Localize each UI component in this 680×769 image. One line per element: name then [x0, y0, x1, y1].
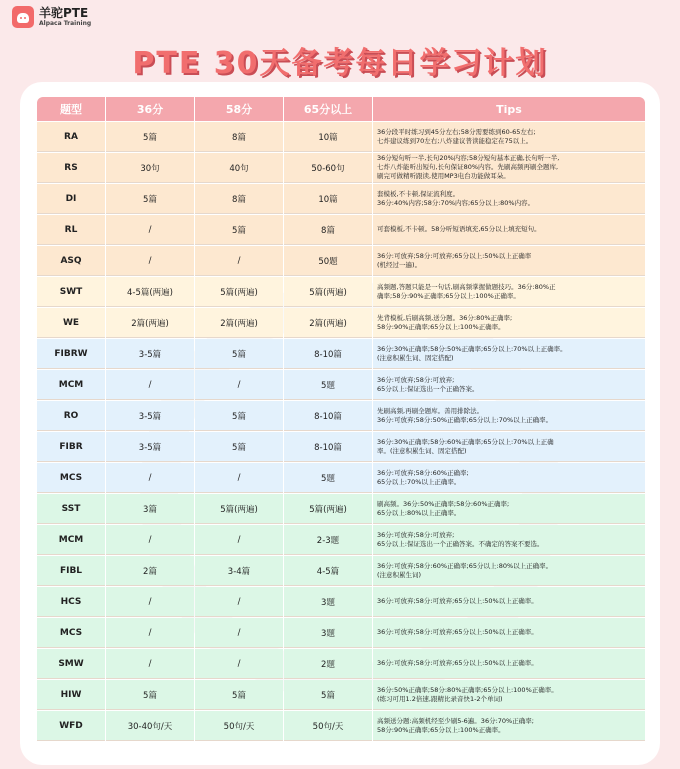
cell-65: 3题 [284, 618, 372, 648]
cell-65: 4-5篇 [284, 556, 372, 586]
cell-65: 2-3题 [284, 525, 372, 555]
cell-58: 40句 [195, 153, 283, 183]
table-row [37, 215, 645, 245]
cell-tip: 36分:50%正确率;58分:80%正确率;65分以上:100%正确率。 (练习可用1.2倍速,跟精比录音快1-2个单词) [373, 680, 645, 710]
table-row [37, 153, 645, 183]
cell-58: / [195, 246, 283, 276]
cell-type: RL [37, 215, 105, 245]
cell-65: 8篇 [284, 215, 372, 245]
cell-type: HCS [37, 587, 105, 617]
alpaca-icon [12, 6, 34, 28]
cell-65: 10篇 [284, 184, 372, 214]
table-row [37, 494, 645, 524]
cell-58: / [195, 587, 283, 617]
cell-58: / [195, 618, 283, 648]
cell-58: / [195, 370, 283, 400]
cell-65: 8-10篇 [284, 339, 372, 369]
cell-tip: 36分:可放弃;58分:可放弃;65分以上:50%以上正确率。 [373, 587, 645, 617]
cell-65: 10篇 [284, 122, 372, 152]
cell-36: 3-5篇 [106, 339, 194, 369]
page-title: PTE 30天备考每日学习计划 [132, 46, 548, 81]
cell-58: 5篇 [195, 339, 283, 369]
cell-65: 2题 [284, 649, 372, 679]
cell-type: ASQ [37, 246, 105, 276]
table-row [37, 308, 645, 338]
cell-65: 8-10篇 [284, 432, 372, 462]
cell-tip: 36分:可放弃;58分:可放弃;65分以上:50%以上正确率。 [373, 618, 645, 648]
cell-65: 5题 [284, 463, 372, 493]
cell-tip: 36分:可放弃;58分:可放弃;65分以上:50%以上正确率。 [373, 649, 645, 679]
cell-36: / [106, 618, 194, 648]
cell-36: / [106, 649, 194, 679]
cell-58: 5篇(两遍) [195, 277, 283, 307]
cell-tip: 36分:可放弃;58分:可放弃; 65分以上:保证选出一个正确答案。不确定的答案不要选。 [373, 525, 645, 555]
table-row [37, 525, 645, 555]
plan-card [20, 82, 660, 765]
cell-tip: 刷高频。36分:50%正确率;58分:60%正确率; 65分以上:80%以上正确率。 [373, 494, 645, 524]
cell-65: 3题 [284, 587, 372, 617]
cell-58: 50句/天 [195, 711, 283, 741]
cell-58: 2篇(两遍) [195, 308, 283, 338]
cell-type: RS [37, 153, 105, 183]
table-row [37, 463, 645, 493]
cell-tip: 36分:可放弃;58分:可放弃;65分以上:50%以上正确率 (机经过一遍)。 [373, 246, 645, 276]
cell-type: SST [37, 494, 105, 524]
cell-58: 3-4篇 [195, 556, 283, 586]
cell-65: 50题 [284, 246, 372, 276]
cell-36: / [106, 587, 194, 617]
cell-36: 2篇(两遍) [106, 308, 194, 338]
table-row [37, 556, 645, 586]
cell-36: 2篇 [106, 556, 194, 586]
cell-type: WE [37, 308, 105, 338]
cell-type: SMW [37, 649, 105, 679]
cell-36: 5篇 [106, 122, 194, 152]
cell-36: 30-40句/天 [106, 711, 194, 741]
table-row [37, 649, 645, 679]
table-row [37, 184, 645, 214]
cell-58: 8篇 [195, 184, 283, 214]
brand-subtitle: Alpaca Training [39, 20, 92, 27]
cell-type: SWT [37, 277, 105, 307]
plan-table [36, 96, 646, 742]
cell-36: / [106, 370, 194, 400]
cell-58: 8篇 [195, 122, 283, 152]
cell-36: 3-5篇 [106, 401, 194, 431]
cell-type: DI [37, 184, 105, 214]
header-58: 58分 [195, 97, 283, 121]
cell-tip: 高频题,答题只能是一句话,刷高频掌握做题技巧。36分:80%正 确率;58分:90%正确率;65分以上:100%正确率。 [373, 277, 645, 307]
cell-36: / [106, 463, 194, 493]
cell-type: RO [37, 401, 105, 431]
cell-58: 5篇 [195, 215, 283, 245]
cell-58: / [195, 525, 283, 555]
cell-tip: 36分:30%正确率;58分:60%正确率;65分以上:70%以上正确 率。(注意积累生词、固定搭配) [373, 432, 645, 462]
cell-tip: 36分段平时练习到45分左右;58分需要练到60-65左右; 七炸建议练到70左右;八炸建议普读能稳定在75以上。 [373, 122, 645, 152]
cell-tip: 36分短句听一半,长句20%内容;58分短句基本正确,长句听一半, 七炸八炸能听出短句,长句保证80%内容。先刷高频再刷全题库, 刷完可做精听跟读,使用MP3电台功能做耳朵。 [373, 153, 645, 183]
table-row [37, 246, 645, 276]
cell-65: 2篇(两遍) [284, 308, 372, 338]
cell-type: FIBRW [37, 339, 105, 369]
cell-65: 50句/天 [284, 711, 372, 741]
table-row [37, 339, 645, 369]
table-row [37, 277, 645, 307]
brand-logo [12, 6, 91, 28]
cell-58: / [195, 649, 283, 679]
header-65: 65分以上 [284, 97, 372, 121]
cell-tip: 高频送分题:高频机经至少刷5-6遍。36分:70%正确率; 58分:90%正确率;65分以上:100%正确率。 [373, 711, 645, 741]
cell-tip: 可套模板,不卡顿。58分听短语填充,65分以上填充短句。 [373, 215, 645, 245]
cell-58: 5篇 [195, 432, 283, 462]
header-tips: Tips [373, 97, 645, 121]
cell-36: 5篇 [106, 184, 194, 214]
cell-65: 5篇 [284, 680, 372, 710]
table-header-row [37, 97, 645, 121]
cell-65: 5篇(两遍) [284, 494, 372, 524]
header-36: 36分 [106, 97, 194, 121]
table-row [37, 401, 645, 431]
cell-type: HIW [37, 680, 105, 710]
cell-58: / [195, 463, 283, 493]
cell-65: 50-60句 [284, 153, 372, 183]
cell-65: 5题 [284, 370, 372, 400]
cell-36: / [106, 525, 194, 555]
cell-36: / [106, 246, 194, 276]
table-row [37, 587, 645, 617]
cell-58: 5篇 [195, 401, 283, 431]
table-row [37, 618, 645, 648]
cell-type: WFD [37, 711, 105, 741]
cell-65: 5篇(两遍) [284, 277, 372, 307]
table-row [37, 122, 645, 152]
cell-type: RA [37, 122, 105, 152]
cell-58: 5篇 [195, 680, 283, 710]
table-row [37, 370, 645, 400]
cell-type: FIBR [37, 432, 105, 462]
table-row [37, 711, 645, 741]
cell-36: 4-5篇(两遍) [106, 277, 194, 307]
cell-tip: 36分:可放弃;58分:60%正确率;65分以上:80%以上正确率。 (注意积累生词) [373, 556, 645, 586]
cell-tip: 36分:可放弃;58分:60%正确率; 65分以上:70%以上正确率。 [373, 463, 645, 493]
cell-type: MCM [37, 370, 105, 400]
cell-type: MCS [37, 463, 105, 493]
brand-name: 羊驼PTE [39, 6, 89, 20]
cell-tip: 套模板,不卡顿,保证流利度。 36分:40%内容;58分:70%内容;65分以上:80%内容。 [373, 184, 645, 214]
cell-type: MCM [37, 525, 105, 555]
cell-36: 3篇 [106, 494, 194, 524]
cell-tip: 先刷高频,再刷全题库。善用排除法。 36分:可放弃;58分:50%正确率;65分以上:70%以上正确率。 [373, 401, 645, 431]
table-row [37, 680, 645, 710]
cell-type: FIBL [37, 556, 105, 586]
header-type: 题型 [37, 97, 105, 121]
cell-36: 30句 [106, 153, 194, 183]
cell-65: 8-10篇 [284, 401, 372, 431]
cell-36: 3-5篇 [106, 432, 194, 462]
table-row [37, 432, 645, 462]
cell-type: MCS [37, 618, 105, 648]
cell-36: 5篇 [106, 680, 194, 710]
cell-36: / [106, 215, 194, 245]
cell-tip: 先背模板,后刷高频,送分题。36分:80%正确率; 58分:90%正确率;65分以上:100%正确率。 [373, 308, 645, 338]
cell-tip: 36分:可放弃;58分:可放弃; 65分以上:保证选出一个正确答案。 [373, 370, 645, 400]
cell-58: 5篇(两遍) [195, 494, 283, 524]
cell-tip: 36分:30%正确率;58分:50%正确率;65分以上:70%以上正确率。 (注意积累生词、固定搭配) [373, 339, 645, 369]
